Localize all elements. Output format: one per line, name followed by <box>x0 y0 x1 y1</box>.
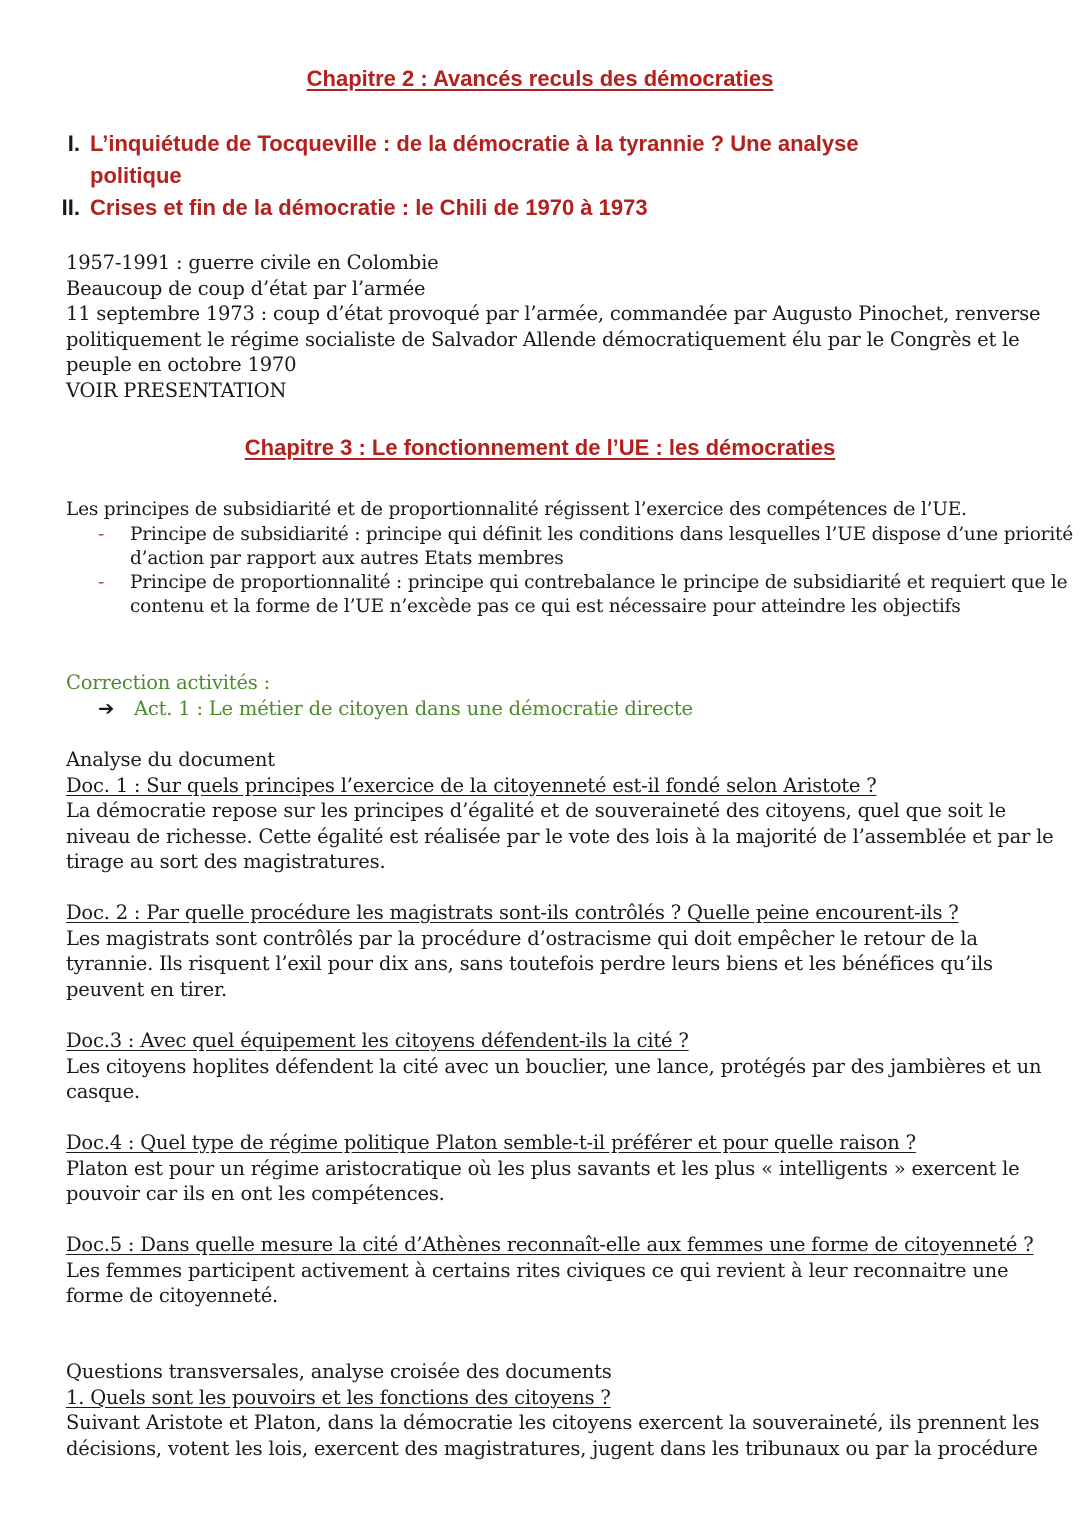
part-1 <box>40 128 1040 192</box>
analysis-section <box>66 747 1054 875</box>
bullet-line: d’action par rapport aux autres Etats membres <box>130 548 564 569</box>
intro-line: Les principes de subsidiarité et de proportionnalité régissent l’exercice des compétences de l’UE. <box>66 499 967 520</box>
doc-answer-line: La démocratie repose sur les principes d’égalité et de souveraineté des citoyens, quel que soit le <box>66 799 1006 823</box>
bullet-line: Principe de proportionnalité : principe qui contrebalance le principe de subsidiarité et requiert que le <box>130 572 1068 593</box>
note-line: peuple en octobre 1970 <box>66 353 297 377</box>
bullet-text <box>130 523 1074 571</box>
doc-5-block <box>66 1232 1034 1309</box>
dash-bullet-icon: - <box>98 524 105 545</box>
doc-4-block <box>66 1130 1020 1207</box>
transversal-answer-line: Suivant Aristote et Platon, dans la démocratie les citoyens exercent la souveraineté, ils prennent les <box>66 1411 1040 1435</box>
transversal-answer-line: décisions, votent les lois, exercent des magistratures, jugent dans les tribunaux ou par la procédure <box>66 1436 1038 1460</box>
note-line: politiquement le régime socialiste de Salvador Allende démocratiquement élu par le Congrès et le <box>66 327 1020 351</box>
doc-answer-line: peuvent en tirer. <box>66 977 227 1001</box>
bullet-line: contenu et la forme de l’UE n’excède pas ce qui est nécessaire pour atteindre les objectifs <box>130 596 961 617</box>
part-2-text <box>90 192 930 224</box>
part-1-line: L’inquiétude de Tocqueville : de la démocratie à la tyrannie ? Une analyse <box>90 131 859 156</box>
transversal-heading: Questions transversales, analyse croisée des documents <box>66 1360 612 1383</box>
doc-3-block <box>66 1028 1042 1105</box>
note-line: 1957-1991 : guerre civile en Colombie <box>66 251 439 274</box>
doc-answer-line: Platon est pour un régime aristocratique où les plus savants et les plus « intelligents » exercent le <box>66 1156 1020 1180</box>
doc-question: Doc. 2 : Par quelle procédure les magistrats sont-ils contrôlés ? Quelle peine encourent-ils ? <box>66 901 959 924</box>
bullet-proportionnalite <box>66 571 1068 619</box>
part-1-number: I. <box>67 131 80 156</box>
activity-line <box>0 696 1080 722</box>
transversal-section <box>66 1359 1040 1461</box>
part-1-text <box>90 128 930 192</box>
bullet-text <box>130 571 1068 619</box>
correction-heading: Correction activités : <box>66 671 270 694</box>
doc-answer-line: pouvoir car ils en ont les compétences. <box>66 1182 445 1206</box>
doc-answer-line: tirage au sort des magistratures. <box>66 850 386 874</box>
note-line: VOIR PRESENTATION <box>66 378 287 402</box>
doc-question: Doc. 1 : Sur quels principes l’exercice de la citoyenneté est-il fondé selon Aristote ? <box>66 773 877 797</box>
part-1-line: politique <box>90 163 182 188</box>
doc-answer-line: Les magistrats sont contrôlés par la procédure d’ostracisme qui doit empêcher le retour de la <box>66 926 978 950</box>
doc-answer-line: Les citoyens hoplites défendent la cité avec un bouclier, une lance, protégés par des jambières et un <box>66 1054 1042 1078</box>
doc-answer-line: Les femmes participent activement à certains rites civiques ce qui revient à leur reconnaitre une <box>66 1258 1009 1282</box>
activity-title: Act. 1 : Le métier de citoyen dans une démocratie directe <box>134 697 693 720</box>
dash-bullet-icon: - <box>98 572 105 593</box>
doc-question: Doc.4 : Quel type de régime politique Platon semble-t-il préférer et pour quelle raison ? <box>66 1131 916 1154</box>
chapter-3-title: Chapitre 3 : Le fonctionnement de l’UE : les démocraties <box>244 435 836 460</box>
bullet-line: Principe de subsidiarité : principe qui définit les conditions dans lesquelles l’UE dispose d’une priorité <box>130 524 1074 545</box>
part-2-line: Crises et fin de la démocratie : le Chili de 1970 à 1973 <box>90 195 648 220</box>
doc-answer-line: tyrannie. Ils risquent l’exil pour dix ans, sans toutefois perdre leurs biens et les bénéfices qu’ils <box>66 952 993 976</box>
chapter-3-intro <box>66 498 1006 522</box>
doc-2-block <box>66 900 1006 1002</box>
doc-question: Doc.5 : Dans quelle mesure la cité d’Athènes reconnaît-elle aux femmes une forme de citoyenneté ? <box>66 1233 1034 1256</box>
doc-answer-line: casque. <box>66 1080 140 1104</box>
note-line: Beaucoup de coup d’état par l’armée <box>66 276 426 300</box>
part-2 <box>40 192 1040 224</box>
doc-answer-line: niveau de richesse. Cette égalité est réalisée par le vote des lois à la majorité de l’assemblée et par le <box>66 824 1054 848</box>
doc-question: Doc.3 : Avec quel équipement les citoyens défendent-ils la cité ? <box>66 1029 689 1052</box>
chapter-2-notes <box>66 250 1041 404</box>
transversal-question: 1. Quels sont les pouvoirs et les fonctions des citoyens ? <box>66 1385 611 1409</box>
chapter-2-title: Chapitre 2 : Avancés reculs des démocraties <box>306 66 774 91</box>
doc-answer-line: forme de citoyenneté. <box>66 1284 279 1308</box>
part-2-number: II. <box>61 195 80 220</box>
bullet-subsidiarite <box>66 523 1074 571</box>
arrow-right-icon: ➔ <box>98 697 115 720</box>
analysis-heading: Analyse du document <box>66 748 275 771</box>
note-line: 11 septembre 1973 : coup d’état provoqué par l’armée, commandée par Augusto Pinochet, renverse <box>66 302 1041 326</box>
